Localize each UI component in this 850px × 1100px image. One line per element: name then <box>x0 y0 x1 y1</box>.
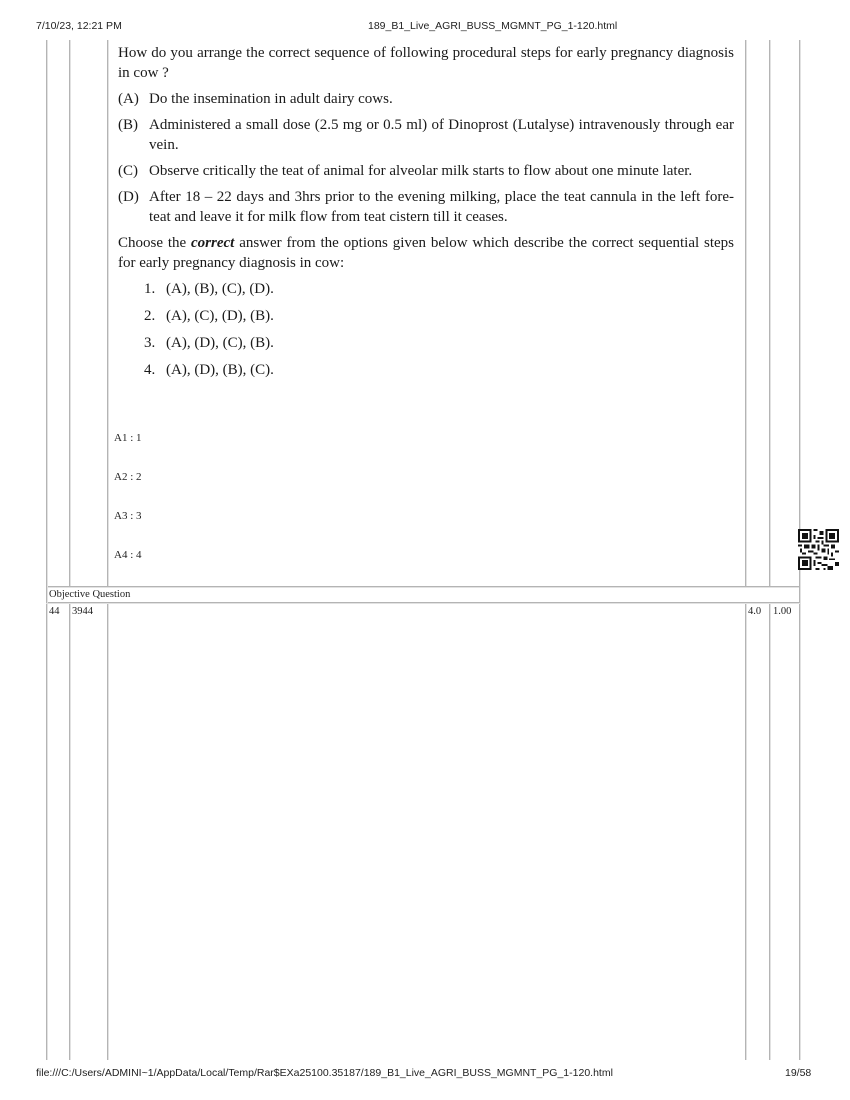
procedure-step <box>118 187 734 227</box>
option-number: 3. <box>144 335 156 351</box>
procedure-step <box>118 89 734 109</box>
step-label: (A) <box>118 91 139 107</box>
step-text: Administered a small dose (2.5 mg or 0.5 ml) of Dinoprost (Lutalyse) intravenously through ear vein. <box>149 117 734 153</box>
choose-instruction <box>118 233 734 273</box>
choose-prefix: Choose the <box>118 235 192 251</box>
option-number: 4. <box>144 362 156 378</box>
negative-marks: 1.00 <box>773 606 792 617</box>
option-number: 1. <box>144 281 156 297</box>
qr-code-icon <box>798 529 839 570</box>
option-number: 2. <box>144 308 156 324</box>
choose-suffix: answer from the options given below which describe the correct sequential steps for early pregnancy diagnosis in cow: <box>118 235 734 271</box>
question-serial: 44 <box>49 606 60 617</box>
answer-option <box>118 279 734 299</box>
question-body <box>118 43 734 387</box>
step-label: (B) <box>118 117 138 133</box>
step-text: Observe critically the teat of animal for alveolar milk starts to flow about one minute later. <box>149 163 693 179</box>
section-label: Objective Question <box>49 589 131 600</box>
question-id: 3944 <box>72 606 93 617</box>
option-text: (A), (B), (C), (D). <box>166 281 274 297</box>
step-text: After 18 – 22 days and 3hrs prior to the evening milking, place the teat cannula in the left fore-teat and leave it for milk flow from teat cistern till it ceases. <box>149 189 734 225</box>
step-label: (C) <box>118 163 138 179</box>
answer-key-1: A1 : 1 <box>114 432 142 444</box>
file-path: file:///C:/Users/ADMINI~1/AppData/Local/Temp/Rar$EXa25100.35187/189_B1_Live_AGRI_BUSS_MGMNT_PG_1-120.html <box>36 1067 613 1079</box>
answer-option <box>118 360 734 380</box>
procedure-step <box>118 115 734 155</box>
step-text: Do the insemination in adult dairy cows. <box>149 91 393 107</box>
document-title: 189_B1_Live_AGRI_BUSS_MGMNT_PG_1-120.html <box>368 20 618 32</box>
print-datetime: 7/10/23, 12:21 PM <box>36 20 122 32</box>
page-number: 19/58 <box>785 1067 812 1079</box>
answer-option <box>118 306 734 326</box>
option-text: (A), (D), (C), (B). <box>166 335 274 351</box>
answer-key-4: A4 : 4 <box>114 549 142 561</box>
option-text: (A), (C), (D), (B). <box>166 308 274 324</box>
step-label: (D) <box>118 189 139 205</box>
procedure-step <box>118 161 734 181</box>
choose-emphasis: correct <box>191 235 235 251</box>
question-marks: 4.0 <box>748 606 762 617</box>
answer-option <box>118 333 734 353</box>
option-text: (A), (D), (B), (C). <box>166 362 274 378</box>
question-stem: How do you arrange the correct sequence of following procedural steps for early pregnancy diagnosis in cow ? <box>118 45 734 81</box>
answer-key-2: A2 : 2 <box>114 471 142 483</box>
answer-key-3: A3 : 3 <box>114 510 142 522</box>
